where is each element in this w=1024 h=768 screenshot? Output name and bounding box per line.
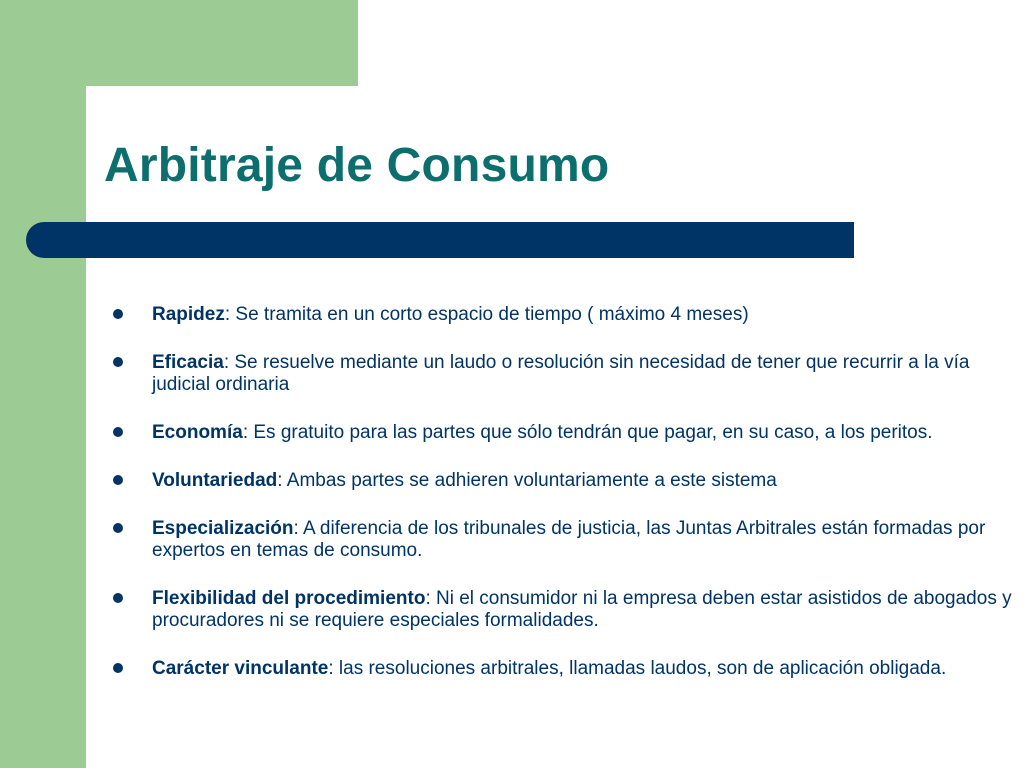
bullet-dot-icon [113,309,123,319]
bullet-item [113,422,1013,444]
bullet-item [113,658,1013,680]
bullet-text: : las resoluciones arbitrales, llamadas laudos, son de aplicación obligada. [328,658,947,679]
bullet-dot-icon [113,663,123,673]
bullet-term: Especialización [152,518,294,539]
green-accent-top [0,0,358,86]
bullet-list [113,304,1013,706]
bullet-dot-icon [113,523,123,533]
title-divider-bar [26,222,854,258]
bullet-text: : Se tramita en un corto espacio de tiempo ( máximo 4 meses) [224,304,749,325]
bullet-text: : Es gratuito para las partes que sólo tendrán que pagar, en su caso, a los peritos. [242,422,933,443]
bullet-dot-icon [113,357,123,367]
bullet-item [113,518,1013,562]
bullet-text: : Se resuelve mediante un laudo o resolución sin necesidad de tener que recurrir a la vía judicial ordinaria [152,352,970,395]
bullet-item [113,352,1013,396]
bullet-term: Flexibilidad del procedimiento [152,588,426,609]
bullet-term: Voluntariedad [152,470,278,491]
bullet-term: Carácter vinculante [152,658,329,679]
bullet-dot-icon [113,427,123,437]
bullet-text: : Ni el consumidor ni la empresa deben estar asistidos de abogados y procuradores ni se requiere especiales formalidades. [152,588,1012,631]
bullet-term: Eficacia [152,352,224,373]
bullet-text: : A diferencia de los tribunales de justicia, las Juntas Arbitrales están formadas por expertos en temas de consumo. [152,518,986,561]
bullet-term: Rapidez [152,304,225,325]
bullet-dot-icon [113,593,123,603]
slide-title: Arbitraje de Consumo [104,139,610,192]
bullet-text: : Ambas partes se adhieren voluntariamente a este sistema [277,470,777,491]
bullet-dot-icon [113,475,123,485]
green-accent-left [0,0,86,768]
bullet-term: Economía [152,422,243,443]
bullet-item [113,470,1013,492]
bullet-item [113,304,1013,326]
bullet-item [113,588,1013,632]
